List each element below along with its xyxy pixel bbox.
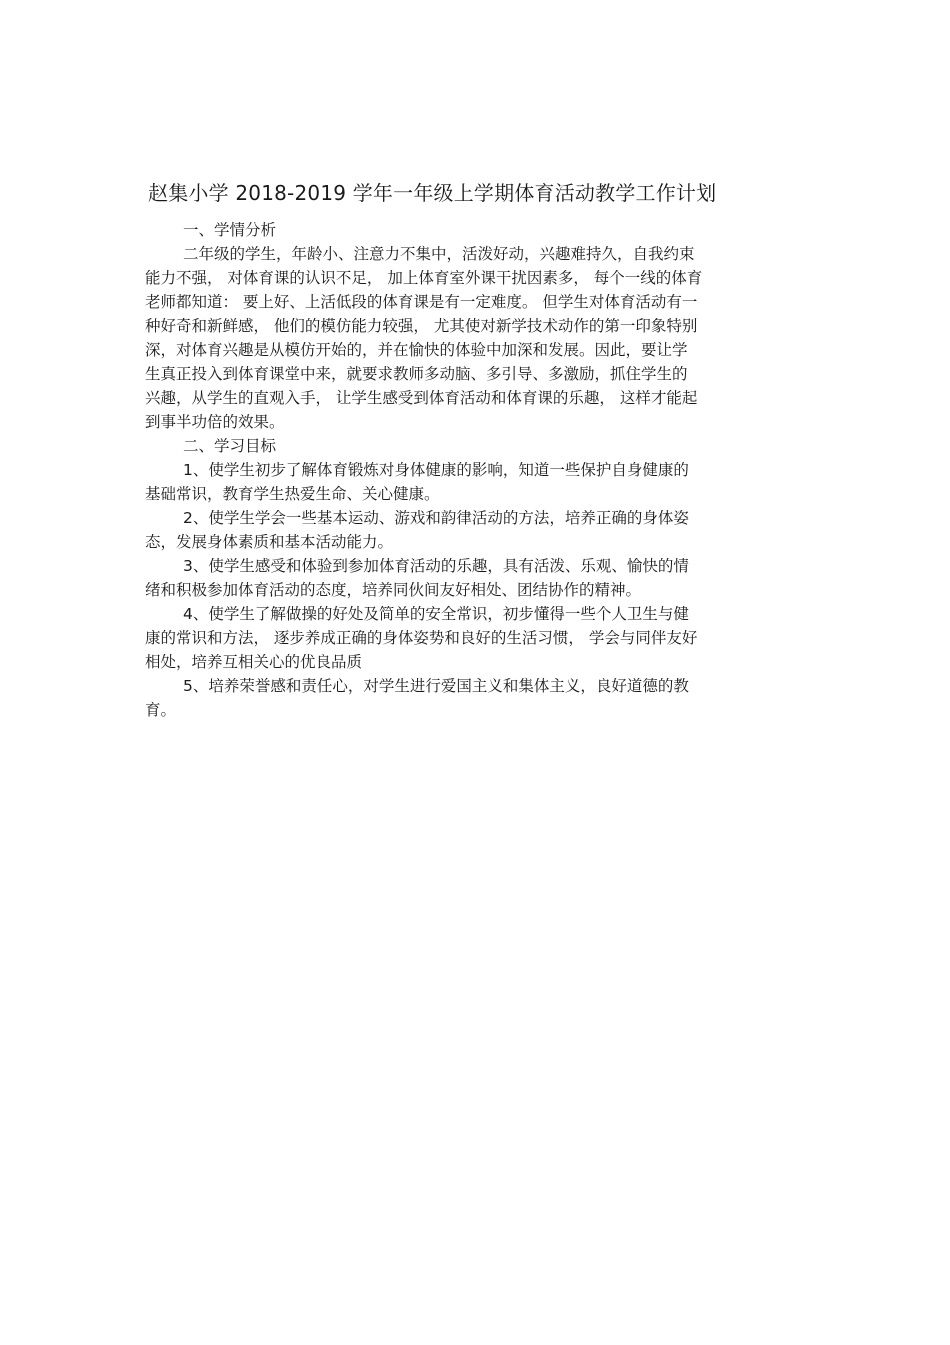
text-line: 2、使学生学会一些基本运动、游戏和韵律活动的方法，培养正确的身体姿: [183, 509, 689, 527]
text-line: 生真正投入到体育课堂中来，就要求教师多动脑、多引导、多激励，抓住学生的: [145, 365, 688, 383]
text-line: 相处，培养互相关心的优良品质: [145, 653, 363, 671]
text-line: 能力不强， 对体育课的认识不足， 加上体育室外课干扰因素多， 每个一线的体育: [145, 269, 703, 287]
text-line: 一、学情分析: [183, 221, 277, 239]
text-line: 种好奇和新鲜感， 他们的模仿能力较强， 尤其使对新学技术动作的第一印象特别: [145, 317, 698, 335]
text-line: 绪和积极参加体育活动的态度，培养同伙间友好相处、团结协作的精神。: [145, 581, 642, 599]
document-body: [145, 218, 805, 722]
text-line: 兴趣，从学生的直观入手， 让学生感受到体育活动和体育课的乐趣， 这样才能起: [145, 389, 698, 407]
text-line: 1、使学生初步了解体育锻炼对身体健康的影响，知道一些保护自身健康的: [183, 461, 689, 479]
text-line: 基础常识，教育学生热爱生命、关心健康。: [145, 485, 440, 503]
text-line: 深，对体育兴趣是从模仿开始的，并在愉快的体验中加深和发展。因此，要让学: [145, 341, 688, 359]
text-line: 育。: [145, 701, 177, 719]
text-line: 态，发展身体素质和基本活动能力。: [145, 533, 394, 551]
text-line: 3、使学生感受和体验到参加体育活动的乐趣，具有活泼、乐观、愉快的情: [183, 557, 689, 575]
text-line: 康的常识和方法， 逐步养成正确的身体姿势和良好的生活习惯， 学会与同伴友好: [145, 629, 698, 647]
document-title: 赵集小学 2018-2019 学年一年级上学期体育活动教学工作计划: [148, 181, 717, 205]
text-line: 老师都知道： 要上好、上活低段的体育课是有一定难度。 但学生对体育活动有一: [145, 293, 698, 311]
text-line: 二、学习目标: [183, 437, 277, 455]
text-line: 5、培养荣誉感和责任心，对学生进行爱国主义和集体主义，良好道德的教: [183, 677, 689, 695]
text-line: 4、使学生了解做操的好处及简单的安全常识，初步懂得一些个人卫生与健: [183, 605, 689, 623]
text-line: 二年级的学生，年龄小、注意力不集中，活泼好动，兴趣难持久，自我约束: [183, 245, 695, 263]
text-line: 到事半功倍的效果。: [145, 413, 285, 431]
